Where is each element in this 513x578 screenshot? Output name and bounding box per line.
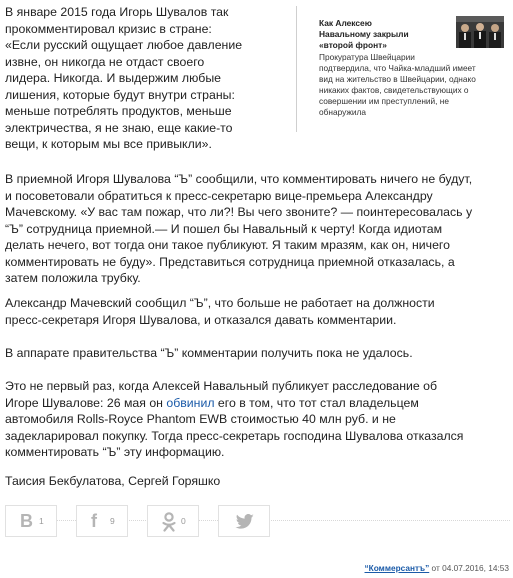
source-link[interactable]: “Коммерсантъ” (364, 563, 430, 573)
vk-share-button[interactable] (5, 505, 57, 537)
related-article-card[interactable] (296, 6, 511, 132)
share-bar (5, 505, 510, 537)
related-article-photo[interactable] (456, 16, 504, 48)
share-count: 9 (110, 516, 115, 526)
article-paragraph-3: В аппарате правительства “Ъ” комментарии получить пока не удалось. (5, 346, 413, 360)
obvinil-link[interactable]: обвинил (166, 395, 215, 410)
odnoklassniki-share-button[interactable] (147, 505, 199, 537)
article-authors: Таисия Бекбулатова, Сергей Горяшко (5, 474, 221, 488)
photo-people-image (456, 16, 504, 48)
article-intro-quote: В январе 2015 года Игорь Шувалов так прокомментировал кризис в стране: «Если русский ощущает любое давление извне, он никогда не отдаст своего лидера. Никогда. И выдержим любые лишения, которые будут внутри страны: меньше потреблять продуктов, меньше электричества, я не знаю, еще какие-то вещи, к которым мы все привыкли». (5, 5, 243, 151)
odnoklassniki-icon (161, 512, 177, 532)
related-article-title[interactable]: Как Алексею Навальному закрыли «второй фронт» (319, 18, 409, 50)
share-count: 0 (181, 516, 186, 526)
article-paragraph-2: Александр Мачевский сообщил “Ъ”, что больше не работает на должности пресс-секретаря Игоря Шувалова, и отказался давать комментарии. (5, 296, 435, 327)
vk-icon: В (20, 511, 33, 531)
paragraph-text: его в том, что тот стал владельцем автомобиля Rolls-Royce Phantom EWB стоимостью 40 млн руб. и не задекларировал покупку. Тогда пресс-секретарь господина Шувалова отказался комментировать “Ъ” эту информацию. (5, 395, 464, 459)
facebook-icon: f (91, 511, 97, 531)
share-count: 1 (39, 516, 44, 526)
twitter-icon (234, 514, 256, 530)
twitter-share-button[interactable] (218, 505, 270, 537)
source-date: от 04.07.2016, 14:53 (429, 563, 509, 573)
related-article-summary: Прокуратура Швейцарии подтвердила, что Чайка-младший имеет вид на жительство в Швейцарии, однако никаких фактов, свидетельствующих о совершении им преступлений, не обнаружила (319, 52, 476, 117)
source-attribution (365, 563, 509, 573)
article-paragraph-1: В приемной Игоря Шувалова “Ъ” сообщили, что комментировать ничего не будут, и посоветовали обратиться к пресс-секретарю вице-премьера Александру Мачевскому. «У вас там пожар, что ли?! Вы чего звоните? — поинтересовалась у “Ъ” сотрудница приемной.— И пошел бы Навальный к черту! Когда идиотам делать нечего, вот тогда они такое публикуют. Я таким мразям, как он, ничего комментировать не буду». Представиться сотрудница приемной отказалась, а затем положила трубку. (5, 172, 473, 285)
paragraph-text: Это не первый раз, когда Алексей Навальный публикует расследование об Игоре Шувалове: 26 мая он (5, 379, 438, 410)
facebook-share-button[interactable] (76, 505, 128, 537)
article-paragraph-4 (5, 378, 510, 461)
